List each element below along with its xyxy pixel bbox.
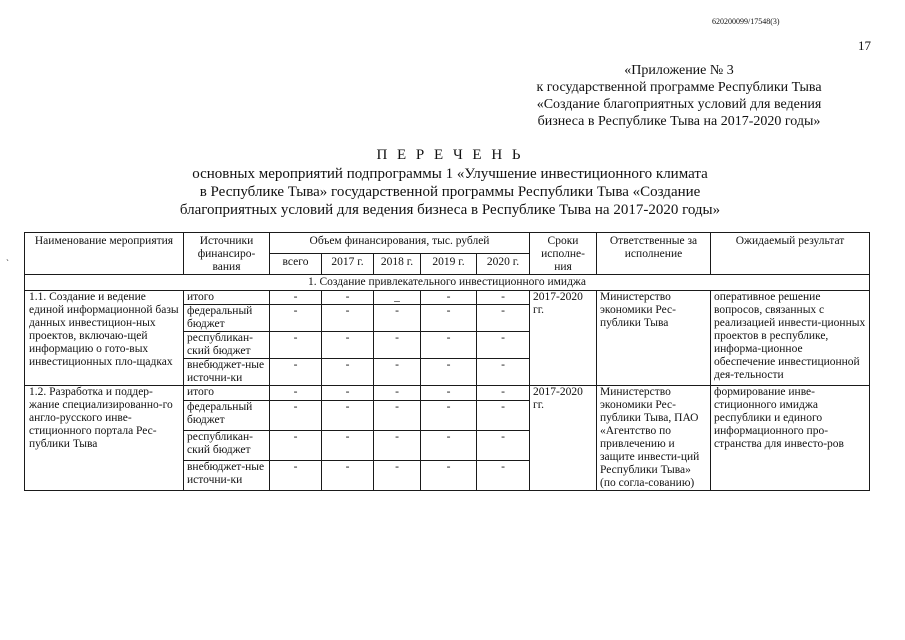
header-total: всего: [270, 254, 322, 275]
source-cell: федеральный бюджет: [184, 305, 270, 332]
annex-line: «Приложение № 3: [624, 63, 734, 78]
terms-cell: 2017-2020 гг.: [530, 386, 597, 491]
value-cell: -: [322, 461, 374, 491]
source-cell: итого: [184, 386, 270, 401]
value-cell: -: [322, 291, 374, 305]
section-title: 1. Создание привлекательного инвестиционного имиджа: [25, 275, 870, 291]
heading-line: в Республике Тыва» государственной программы Республики Тыва «Создание: [199, 184, 701, 200]
value-cell: -: [477, 386, 530, 401]
value-cell: -: [374, 431, 421, 461]
result-cell: оперативное решение вопросов, связанных с реализацией инвести-ционных проектов в республике, информа-ционное обеспечение инвестиционной дея-тельности: [711, 291, 870, 386]
value-cell: -: [322, 386, 374, 401]
value-cell: -: [477, 332, 530, 359]
document-code: 620200099/17548(3): [712, 17, 780, 26]
source-cell: итого: [184, 291, 270, 305]
value-cell: -: [270, 401, 322, 431]
source-cell: федеральный бюджет: [184, 401, 270, 431]
value-cell: -: [421, 332, 477, 359]
annex-line: «Создание благоприятных условий для ведения: [536, 97, 822, 112]
value-cell: -: [421, 359, 477, 386]
value-cell: -: [270, 332, 322, 359]
margin-mark: `: [6, 258, 9, 268]
value-cell: -: [421, 401, 477, 431]
responsible-cell: Министерство экономики Рес-публики Тыва, ПАО «Агентство по привлечению и защите инвести-ций Республики Тыва» (по согла-сованию): [597, 386, 711, 491]
value-cell: -: [374, 386, 421, 401]
value-cell: -: [322, 431, 374, 461]
value-cell: -: [322, 332, 374, 359]
header-2017: 2017 г.: [322, 254, 374, 275]
value-cell: -: [270, 305, 322, 332]
header-source: Источники финансиро-вания: [184, 233, 270, 275]
header-responsible: Ответственные за исполнение: [597, 233, 711, 275]
document-heading: [150, 146, 750, 219]
value-cell: -: [477, 305, 530, 332]
value-cell: -: [421, 431, 477, 461]
activity-name: 1.1. Создание и ведение единой информационной базы данных инвестицион-ных проектов, включаю-щей информацию о гото-вых инвестиционных пло-щадках: [25, 291, 184, 386]
value-cell: -: [270, 359, 322, 386]
header-2020: 2020 г.: [477, 254, 530, 275]
source-cell: республикан-ский бюджет: [184, 431, 270, 461]
value-cell: -: [374, 461, 421, 491]
heading-line: основных мероприятий подпрограммы 1 «Улучшение инвестиционного климата: [192, 166, 708, 182]
result-cell: формирование инве-стиционного имиджа республики и единого информационного про-странства для инвесто-ров: [711, 386, 870, 491]
value-cell: -: [374, 305, 421, 332]
value-cell: -: [270, 386, 322, 401]
value-cell: -: [477, 291, 530, 305]
header-volume: Объем финансирования, тыс. рублей: [270, 233, 530, 254]
header-2019: 2019 г.: [421, 254, 477, 275]
value-cell: -: [270, 461, 322, 491]
value-cell: -: [322, 359, 374, 386]
terms-cell: 2017-2020 гг.: [530, 291, 597, 386]
responsible-cell: Министерство экономики Рес-публики Тыва: [597, 291, 711, 386]
value-cell: -: [270, 291, 322, 305]
value-cell: -: [374, 359, 421, 386]
value-cell: -: [374, 332, 421, 359]
value-cell: -: [477, 359, 530, 386]
value-cell: -: [374, 401, 421, 431]
value-cell: -: [421, 305, 477, 332]
source-cell: внебюджет-ные источни-ки: [184, 461, 270, 491]
heading-line: благоприятных условий для ведения бизнеса в Республике Тыва на 2017-2020 годы»: [179, 202, 721, 218]
value-cell: -: [270, 431, 322, 461]
heading-title: П Е Р Е Ч Е Н Ь: [376, 147, 524, 163]
value-cell: -: [421, 461, 477, 491]
value-cell: -: [477, 461, 530, 491]
activity-name: 1.2. Разработка и поддер-жание специализированно-го англо-русского инве-стиционного портала Рес-публики Тыва: [25, 386, 184, 491]
header-2018: 2018 г.: [374, 254, 421, 275]
value-cell: -: [421, 291, 477, 305]
activities-table: [24, 232, 870, 491]
value-cell: -: [421, 386, 477, 401]
value-cell: -: [477, 431, 530, 461]
value-cell: -: [322, 401, 374, 431]
annex-line: бизнеса в Республике Тыва на 2017-2020 годы»: [537, 114, 821, 129]
header-terms: Сроки исполне-ния: [530, 233, 597, 275]
annex-line: к государственной программе Республики Тыва: [536, 80, 822, 95]
source-cell: республикан-ский бюджет: [184, 332, 270, 359]
value-cell: _: [374, 291, 421, 305]
header-name: Наименование мероприятия: [25, 233, 184, 275]
annex-block: [489, 62, 869, 130]
value-cell: -: [477, 401, 530, 431]
page-number: 17: [858, 38, 871, 53]
source-cell: внебюджет-ные источни-ки: [184, 359, 270, 386]
value-cell: -: [322, 305, 374, 332]
header-result: Ожидаемый результат: [711, 233, 870, 275]
